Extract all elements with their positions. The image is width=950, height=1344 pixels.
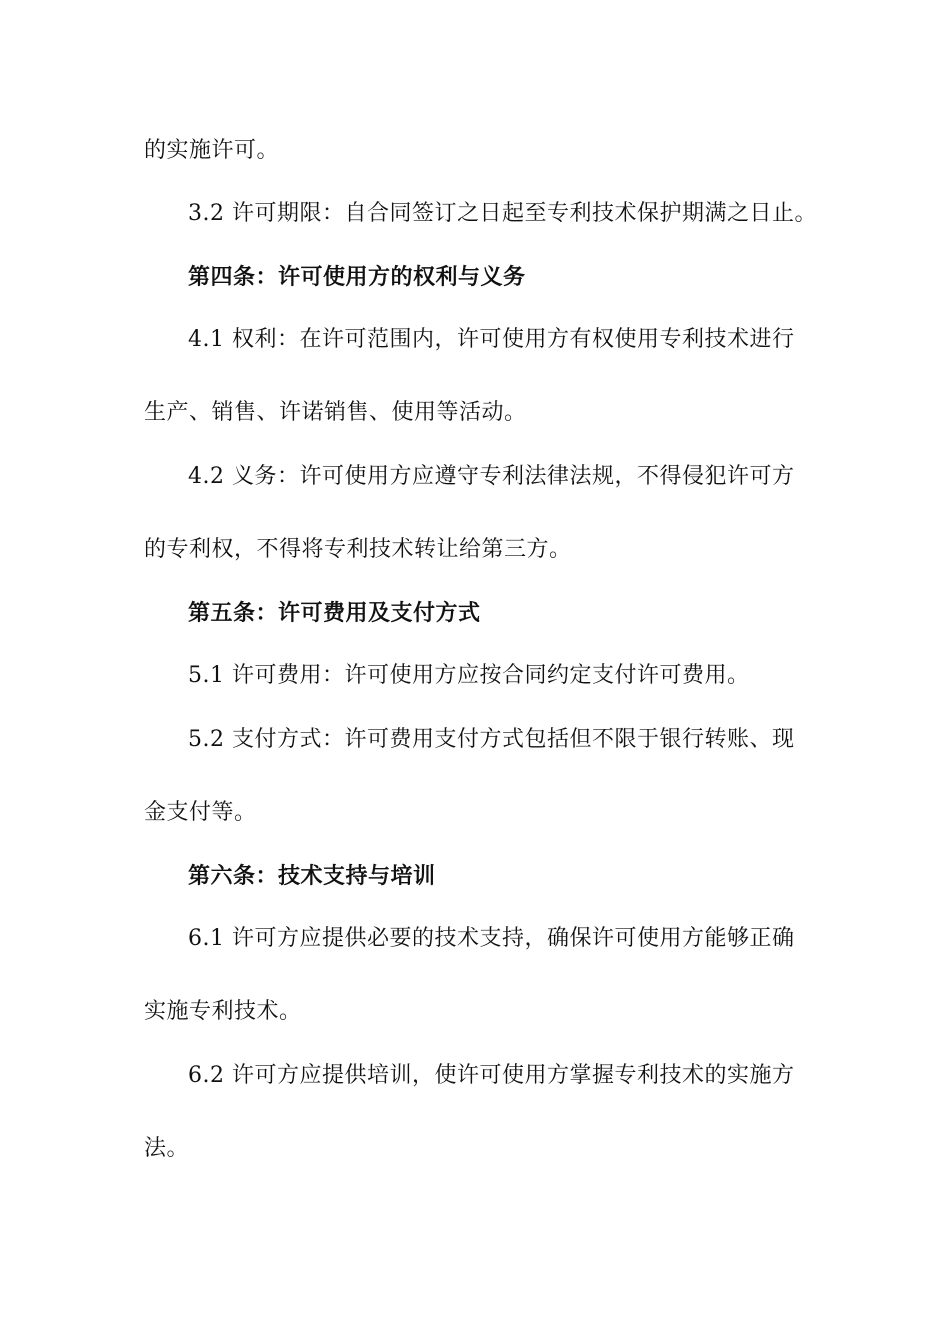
article-4-heading: 第四条：许可使用方的权利与义务 <box>188 264 526 290</box>
clause-5-1-text: 5.1 许可费用：许可使用方应按合同约定支付许可费用。 <box>188 663 750 688</box>
clause-4-2-continuation: 的专利权，不得将专利技术转让给第三方。 <box>144 537 572 562</box>
paragraph-line: 的实施许可。 <box>144 138 280 163</box>
clause-4-2-text: 4.2 义务：许可使用方应遵守专利法律法规，不得侵犯许可方 <box>188 464 795 489</box>
clause-5-2-text: 5.2 支付方式：许可费用支付方式包括但不限于银行转账、现 <box>188 727 795 752</box>
article-5-heading: 第五条：许可费用及支付方式 <box>188 600 481 626</box>
clause-5-2-continuation: 金支付等。 <box>144 800 257 825</box>
clause-4-1-continuation: 生产、销售、许诺销售、使用等活动。 <box>144 400 527 425</box>
clause-6-2-text: 6.2 许可方应提供培训，使许可使用方掌握专利技术的实施方 <box>188 1063 795 1088</box>
clause-6-1-text: 6.1 许可方应提供必要的技术支持，确保许可使用方能够正确 <box>188 926 795 951</box>
clause-3-2-text: 3.2 许可期限：自合同签订之日起至专利技术保护期满之日止。 <box>188 201 817 226</box>
clause-6-1-continuation: 实施专利技术。 <box>144 999 302 1024</box>
clause-6-2-continuation: 法。 <box>144 1136 190 1161</box>
article-6-heading: 第六条：技术支持与培训 <box>188 863 436 889</box>
clause-4-1-text: 4.1 权利：在许可范围内，许可使用方有权使用专利技术进行 <box>188 327 795 352</box>
